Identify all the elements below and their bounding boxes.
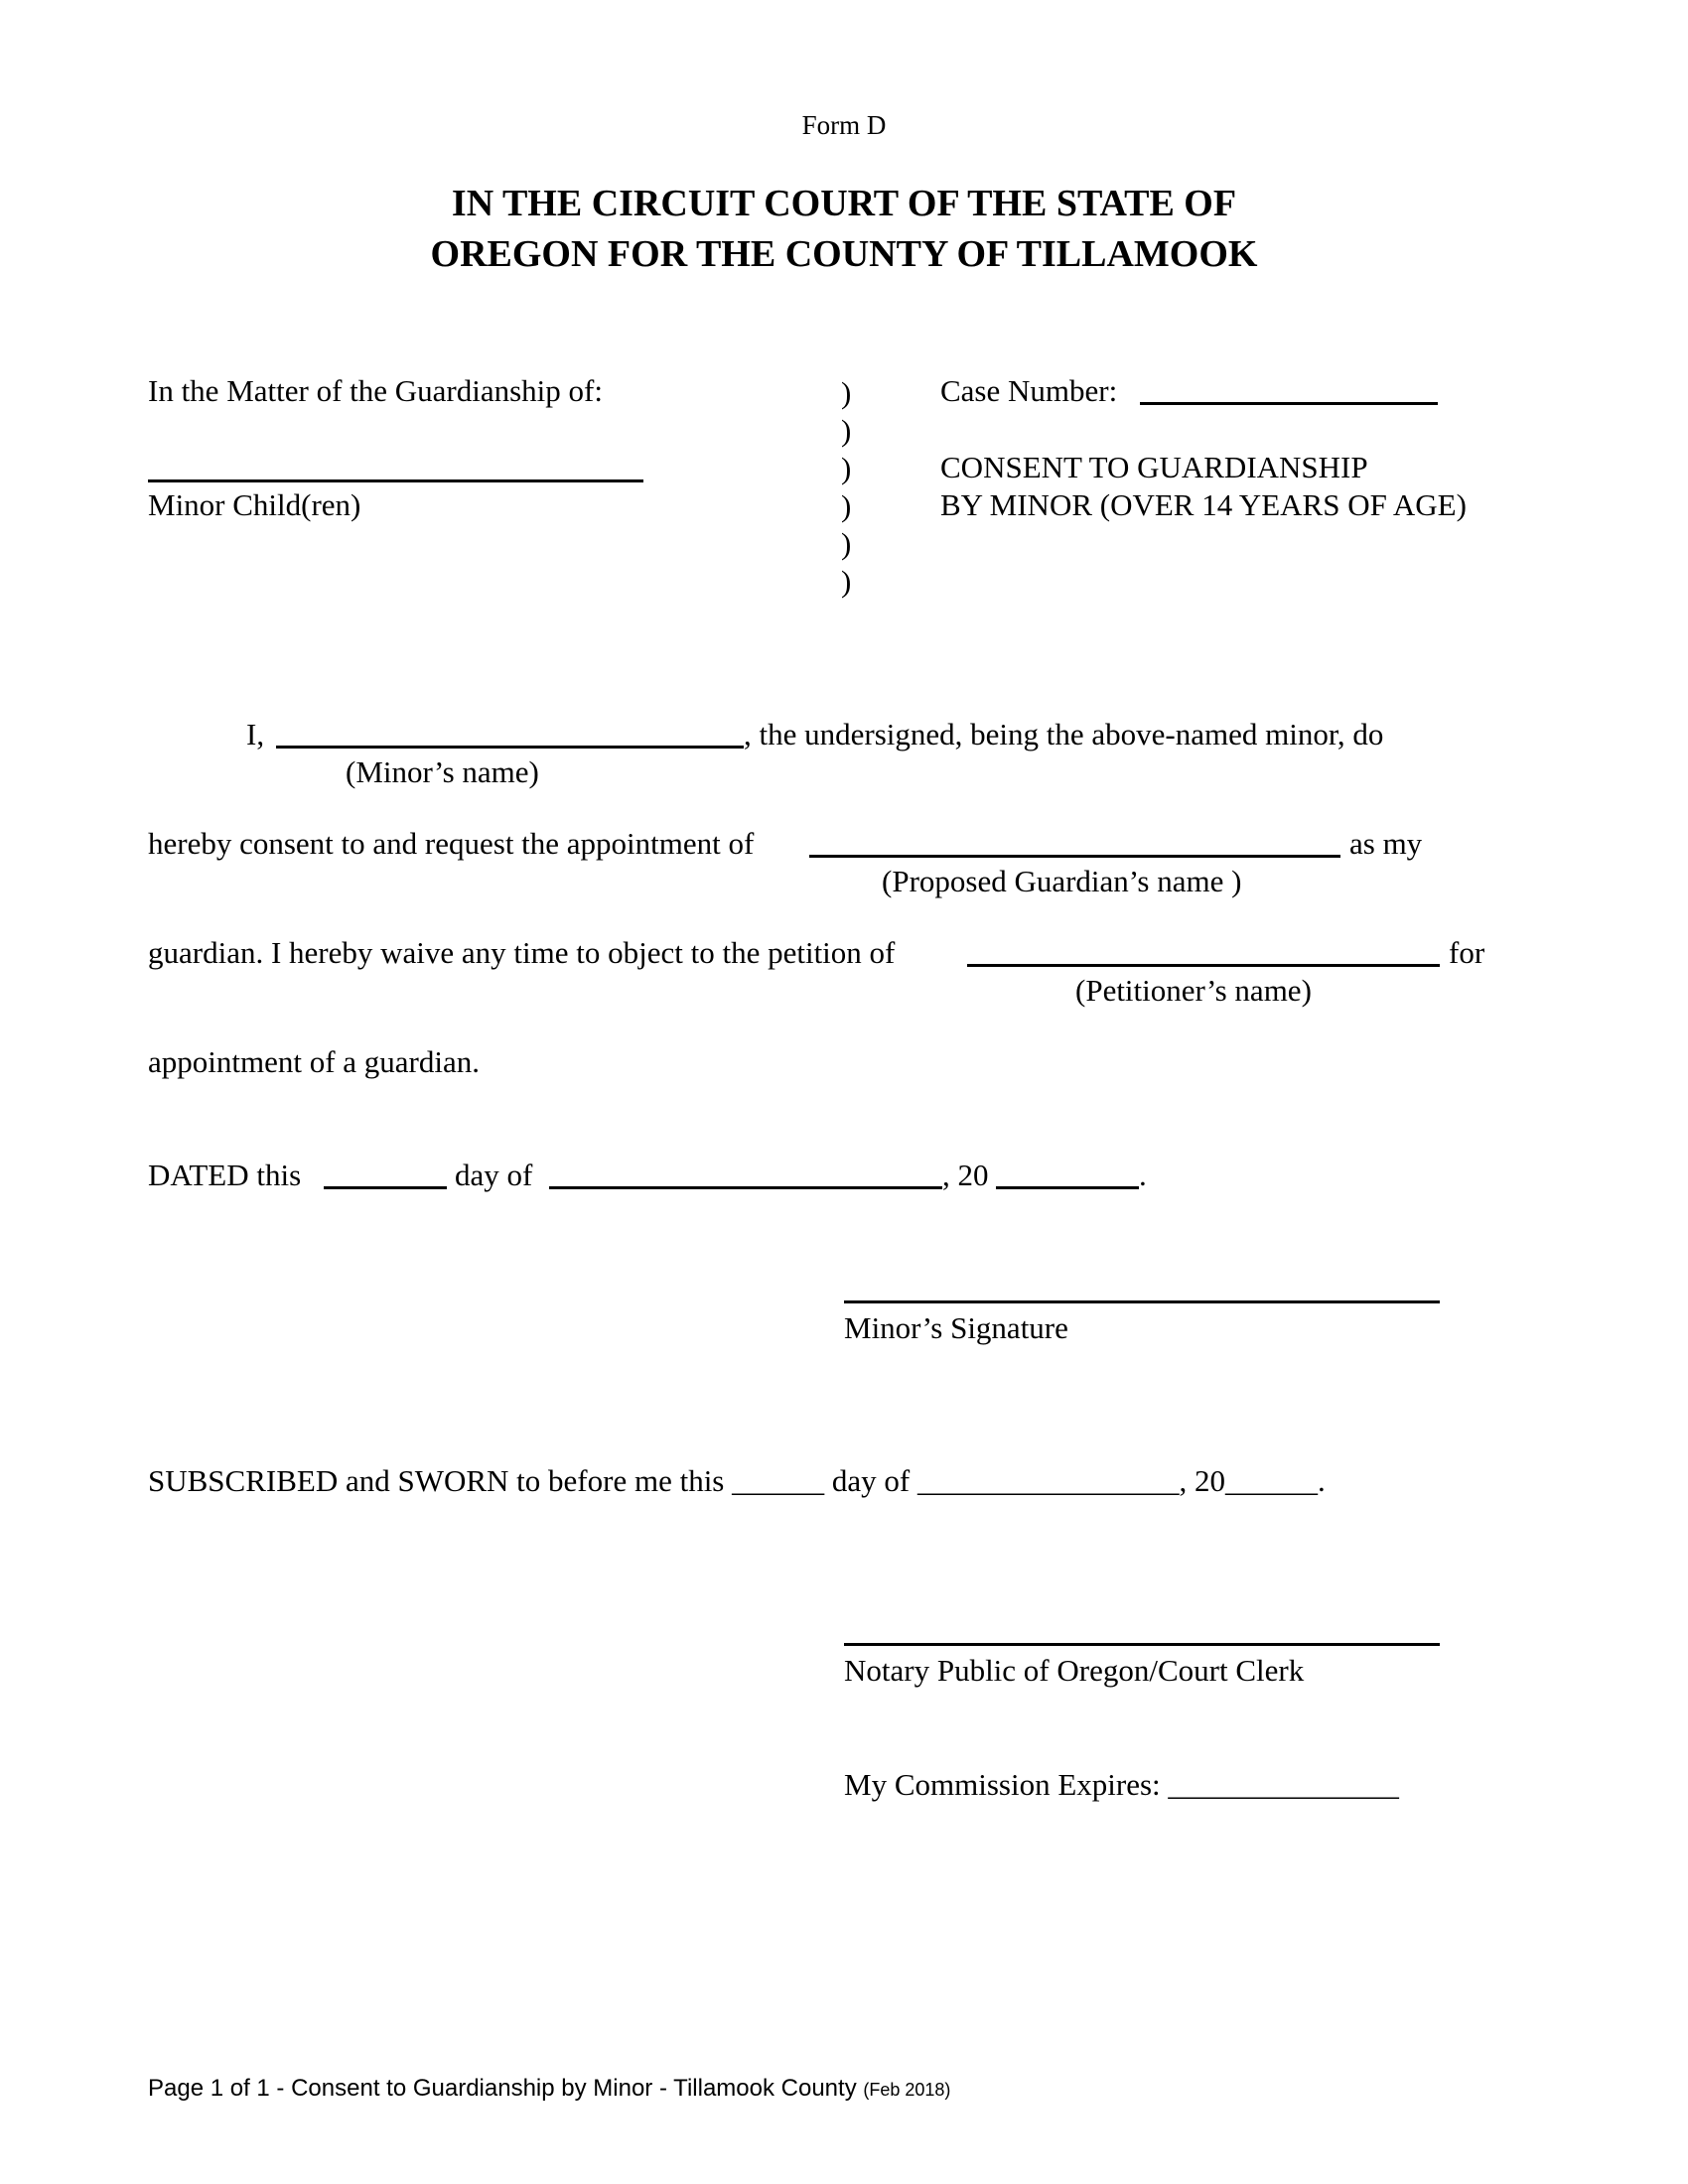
dated-period: . <box>1139 1158 1147 1192</box>
document-title-line-2: BY MINOR (OVER 14 YEARS OF AGE) <box>940 487 1467 522</box>
guardian-name-blank[interactable] <box>809 855 1340 858</box>
page-footer <box>148 2077 950 2101</box>
minor-name-line[interactable] <box>148 479 643 482</box>
waive-text: guardian. I hereby waive any time to object to the petition of <box>148 935 896 970</box>
sworn-text: SUBSCRIBED and SWORN to before me this ______ day of _________________, 20______. <box>148 1463 1326 1498</box>
caption-paren: ) <box>841 413 852 448</box>
caption-paren: ) <box>841 375 852 410</box>
dated-day-blank[interactable] <box>324 1186 447 1189</box>
minor-name-blank[interactable] <box>276 746 744 749</box>
caption-paren: ) <box>841 564 852 599</box>
caption-paren: ) <box>841 526 852 561</box>
court-title-line-1: IN THE CIRCUIT COURT OF THE STATE OF <box>451 183 1237 224</box>
case-number-line[interactable] <box>1140 402 1438 405</box>
dated-label: DATED this <box>148 1158 302 1192</box>
caption-paren: ) <box>841 488 852 523</box>
minor-signature-label: Minor’s Signature <box>844 1310 1068 1345</box>
i-prefix: I, <box>246 717 265 751</box>
footer-date: (Feb 2018) <box>863 2080 951 2100</box>
consent-text: hereby consent to and request the appointment of <box>148 826 755 861</box>
for-text: for <box>1449 935 1485 970</box>
dated-month-blank[interactable] <box>549 1186 942 1189</box>
matter-label: In the Matter of the Guardianship of: <box>148 373 603 408</box>
dated-day-of: day of <box>455 1158 533 1192</box>
notary-label: Notary Public of Oregon/Court Clerk <box>844 1653 1305 1688</box>
minor-children-label: Minor Child(ren) <box>148 487 361 522</box>
appointment-text: appointment of a guardian. <box>148 1044 481 1079</box>
footer-text: Page 1 of 1 - Consent to Guardianship by Minor - Tillamook County <box>148 2075 857 2102</box>
guardian-name-caption: (Proposed Guardian’s name ) <box>882 864 1242 898</box>
minor-name-caption: (Minor’s name) <box>346 754 539 789</box>
document-title-line-1: CONSENT TO GUARDIANSHIP <box>940 450 1368 484</box>
petitioner-name-blank[interactable] <box>967 964 1440 967</box>
court-title-line-2: OREGON FOR THE COUNTY OF TILLAMOOK <box>430 233 1258 275</box>
undersigned-text: , the undersigned, being the above-named minor, do <box>744 717 1384 751</box>
minor-signature-line[interactable] <box>844 1300 1440 1303</box>
petitioner-name-caption: (Petitioner’s name) <box>1075 973 1312 1008</box>
notary-signature-line[interactable] <box>844 1643 1440 1646</box>
commission-expires-label: My Commission Expires: _______________ <box>844 1767 1399 1802</box>
dated-year-blank[interactable] <box>996 1186 1139 1189</box>
case-number-label: Case Number: <box>940 373 1118 408</box>
caption-paren: ) <box>841 451 852 485</box>
form-label: Form D <box>801 110 887 140</box>
as-my-text: as my <box>1349 826 1423 861</box>
dated-year-prefix: , 20 <box>942 1158 989 1192</box>
